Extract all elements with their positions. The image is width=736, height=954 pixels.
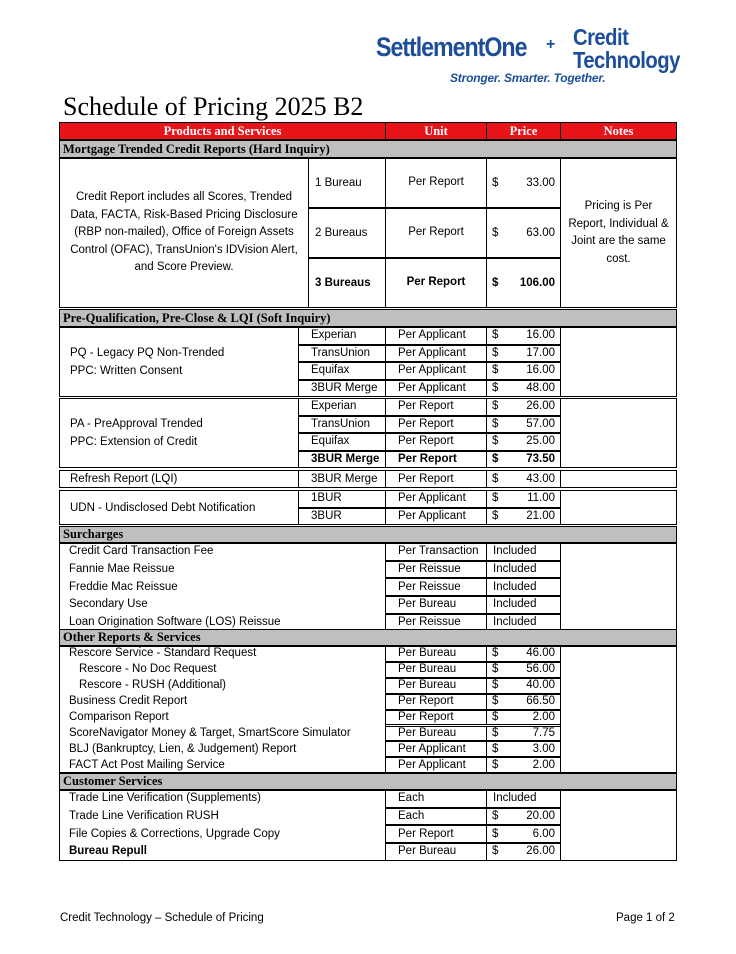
price-value: 11.00 — [527, 492, 555, 505]
service-row — [59, 662, 676, 678]
product-subtitle: PPC: Extension of Credit — [70, 436, 198, 449]
price-cell — [486, 808, 561, 826]
service-row — [59, 741, 676, 757]
logo-plus: + — [546, 36, 556, 53]
price-included: Included — [486, 790, 561, 808]
unit-cell: Per Applicant — [385, 508, 487, 526]
price-value: 40.00 — [526, 679, 555, 692]
unit-cell: Per Bureau — [385, 843, 487, 861]
price-cell — [486, 825, 561, 843]
currency-symbol: $ — [492, 176, 499, 189]
logo-credit-technology: Credit Technology — [573, 24, 680, 73]
service-row — [59, 694, 676, 710]
bureau-count: 1 Bureau — [308, 158, 386, 208]
service-row — [59, 843, 676, 861]
currency-symbol: $ — [492, 417, 499, 430]
service-row — [59, 825, 676, 843]
unit-cell: Per Applicant — [385, 741, 487, 757]
header-notes: Notes — [560, 122, 677, 140]
surcharges-block — [59, 543, 676, 632]
price-cell — [486, 398, 561, 416]
currency-symbol: $ — [492, 509, 499, 522]
price-cell — [486, 710, 561, 726]
price-included: Included — [486, 561, 561, 579]
price-cell — [486, 362, 561, 380]
service-name: File Copies & Corrections, Upgrade Copy — [69, 827, 280, 840]
currency-symbol: $ — [492, 663, 499, 676]
service-row — [59, 710, 676, 726]
section-heading: Pre-Qualification, Pre-Close & LQI (Soft Inquiry) — [59, 309, 677, 327]
currency-symbol: $ — [492, 364, 499, 377]
section-heading-surcharges — [59, 526, 676, 543]
surcharge-row — [59, 578, 676, 596]
footer-page-number: Page 1 of 2 — [616, 912, 675, 924]
bureau-name: Equifax — [298, 433, 386, 451]
bureau-name: TransUnion — [298, 416, 386, 434]
currency-symbol: $ — [492, 647, 499, 660]
price-cell — [486, 345, 561, 363]
service-row — [59, 726, 676, 742]
service-row — [59, 790, 676, 808]
service-row — [59, 808, 676, 826]
currency-symbol: $ — [492, 711, 499, 724]
service-name: Bureau Repull — [69, 845, 147, 858]
unit-cell: Per Report — [385, 451, 487, 469]
bureau-name: 3BUR Merge — [298, 470, 386, 488]
price-included: Included — [486, 596, 561, 614]
bureau-name: Equifax — [298, 362, 386, 380]
service-name: Rescore Service - Standard Request — [69, 647, 257, 660]
unit-cell: Per Report — [385, 470, 487, 488]
service-name: Freddie Mac Reissue — [69, 580, 178, 593]
currency-symbol: $ — [492, 435, 499, 448]
service-name: BLJ (Bankruptcy, Lien, & Judgement) Report — [69, 742, 297, 755]
price-value: 73.50 — [526, 453, 555, 466]
service-name: Rescore - RUSH (Additional) — [79, 679, 226, 692]
price-cell — [486, 380, 561, 398]
currency-symbol: $ — [492, 346, 499, 359]
price-value: 25.00 — [526, 435, 555, 448]
price-cell — [486, 678, 561, 694]
bureau-name: 3BUR — [298, 508, 386, 526]
notes-cell — [560, 470, 677, 488]
bureau-name: Experian — [298, 327, 386, 345]
logo-tagline: Stronger. Smarter. Together. — [450, 71, 606, 85]
table-header — [59, 122, 676, 140]
price-value: 7.75 — [532, 726, 555, 739]
service-name: Loan Origination Software (LOS) Reissue — [69, 616, 281, 629]
price-cell — [486, 662, 561, 678]
currency-symbol: $ — [492, 679, 499, 692]
price-value: 56.00 — [526, 663, 555, 676]
currency-symbol: $ — [492, 758, 499, 771]
unit-cell: Per Report — [385, 433, 487, 451]
bureau-name: 3BUR Merge — [298, 380, 386, 398]
price-value: 48.00 — [526, 382, 555, 395]
price-cell — [486, 433, 561, 451]
product-name: Refresh Report (LQI) — [59, 470, 299, 488]
mortgage-row — [59, 258, 676, 308]
other-block — [59, 646, 676, 773]
mortgage-row — [59, 208, 676, 258]
service-name: Credit Card Transaction Fee — [69, 545, 214, 558]
currency-symbol: $ — [492, 276, 499, 289]
service-name: Rescore - No Doc Request — [79, 663, 217, 676]
bureau-name: TransUnion — [298, 345, 386, 363]
surcharge-row — [59, 596, 676, 614]
service-name: Comparison Report — [69, 711, 169, 724]
price-cell — [486, 741, 561, 757]
price-value: 106.00 — [519, 276, 555, 289]
header-unit: Unit — [385, 122, 487, 140]
price-value: 17.00 — [526, 346, 555, 359]
mortgage-row — [59, 158, 676, 208]
bureau-count: 3 Bureaus — [308, 258, 386, 308]
unit-cell: Per Bureau — [385, 662, 487, 678]
service-name: Business Credit Report — [69, 695, 188, 708]
section-heading-prequal — [59, 309, 676, 327]
service-name: Fannie Mae Reissue — [69, 563, 175, 576]
udn-block — [59, 490, 676, 525]
footer-title: Credit Technology – Schedule of Pricing — [60, 912, 264, 924]
currency-symbol: $ — [492, 695, 499, 708]
unit-cell: Per Report — [385, 158, 487, 208]
currency-symbol: $ — [492, 472, 499, 485]
price-value: 46.00 — [526, 647, 555, 660]
price-value: 26.00 — [526, 400, 555, 413]
unit-cell: Per Applicant — [385, 345, 487, 363]
unit-cell: Per Applicant — [385, 757, 487, 773]
price-cell — [486, 258, 561, 308]
section-heading: Other Reports & Services — [59, 629, 677, 646]
customer-block — [59, 790, 676, 861]
header-price: Price — [486, 122, 561, 140]
notes-cell — [560, 327, 677, 397]
section-heading: Mortgage Trended Credit Reports (Hard Inquiry) — [59, 140, 677, 158]
price-cell — [486, 843, 561, 861]
section-heading-other — [59, 629, 676, 646]
currency-symbol: $ — [492, 742, 499, 755]
price-value: 66.50 — [526, 695, 555, 708]
surcharge-row — [59, 543, 676, 561]
unit-cell: Per Transaction — [385, 543, 487, 561]
price-value: 57.00 — [526, 417, 555, 430]
currency-symbol: $ — [492, 810, 499, 823]
notes-cell — [560, 490, 677, 525]
section-heading: Surcharges — [59, 526, 677, 543]
price-value: 2.00 — [532, 711, 555, 724]
unit-cell: Per Applicant — [385, 327, 487, 345]
price-cell — [486, 470, 561, 488]
unit-cell: Per Report — [385, 416, 487, 434]
unit-cell: Per Reissue — [385, 561, 487, 579]
unit-cell: Per Bureau — [385, 678, 487, 694]
currency-symbol: $ — [492, 845, 499, 858]
currency-symbol: $ — [492, 492, 499, 505]
surcharge-row — [59, 561, 676, 579]
unit-cell: Each — [385, 808, 487, 826]
unit-cell: Per Report — [385, 710, 487, 726]
price-value: 21.00 — [526, 509, 555, 522]
price-cell — [486, 208, 561, 258]
unit-cell: Per Applicant — [385, 362, 487, 380]
price-cell — [486, 416, 561, 434]
price-cell — [486, 451, 561, 469]
bureau-name: 1BUR — [298, 490, 386, 508]
unit-cell: Per Report — [385, 258, 487, 308]
pq-block — [59, 327, 676, 397]
unit-cell: Each — [385, 790, 487, 808]
price-value: 2.00 — [532, 758, 555, 771]
section-heading: Customer Services — [59, 773, 677, 790]
price-cell — [486, 490, 561, 508]
price-cell — [486, 158, 561, 208]
product-name: PA - PreApproval Trended — [70, 418, 203, 431]
refresh-row — [59, 470, 676, 488]
service-name: ScoreNavigator Money & Target, SmartScore Simulator — [69, 726, 351, 739]
unit-cell: Per Bureau — [385, 596, 487, 614]
price-cell — [486, 726, 561, 742]
unit-cell: Per Reissue — [385, 578, 487, 596]
service-row — [59, 757, 676, 773]
price-value: 16.00 — [526, 364, 555, 377]
price-value: 3.00 — [532, 742, 555, 755]
unit-cell: Per Reissue — [385, 614, 487, 632]
unit-cell: Per Bureau — [385, 726, 487, 742]
unit-cell: Per Report — [385, 398, 487, 416]
price-value: 63.00 — [526, 226, 555, 239]
unit-cell: Per Applicant — [385, 490, 487, 508]
currency-symbol: $ — [492, 382, 499, 395]
mortgage-note: Pricing is Per Report, Individual & Joint are the same cost. — [560, 158, 677, 308]
price-cell — [486, 646, 561, 662]
company-logo — [376, 24, 686, 90]
unit-cell: Per Applicant — [385, 380, 487, 398]
notes-cell — [560, 398, 677, 468]
service-name: Trade Line Verification (Supplements) — [69, 792, 261, 805]
service-row — [59, 646, 676, 662]
bureau-count: 2 Bureaus — [308, 208, 386, 258]
price-included: Included — [486, 543, 561, 561]
section-heading-mortgage — [59, 140, 676, 158]
mortgage-description: Credit Report includes all Scores, Trended Data, FACTA, Risk-Based Pricing Disclosure (RBP non-mailed), Office of Foreign Assets Control (OFAC), TransUnion's IDVision Alert, and Score Preview. — [59, 158, 309, 308]
product-subtitle: PPC: Written Consent — [70, 365, 183, 378]
price-included: Included — [486, 614, 561, 632]
price-value: 16.00 — [526, 329, 555, 342]
currency-symbol: $ — [492, 400, 499, 413]
product-name: UDN - Undisclosed Debt Notification — [70, 501, 256, 514]
currency-symbol: $ — [492, 726, 499, 739]
service-name: Secondary Use — [69, 598, 148, 611]
price-value: 26.00 — [526, 845, 555, 858]
currency-symbol: $ — [492, 827, 499, 840]
price-cell — [486, 757, 561, 773]
unit-cell: Per Report — [385, 694, 487, 710]
currency-symbol: $ — [492, 226, 499, 239]
header-products: Products and Services — [59, 122, 386, 140]
service-name: Trade Line Verification RUSH — [69, 810, 219, 823]
service-row — [59, 678, 676, 694]
price-value: 6.00 — [532, 827, 555, 840]
unit-cell: Per Report — [385, 825, 487, 843]
unit-cell: Per Bureau — [385, 646, 487, 662]
price-value: 43.00 — [526, 472, 555, 485]
product-name: PQ - Legacy PQ Non-Trended — [70, 347, 225, 360]
service-name: FACT Act Post Mailing Service — [69, 758, 225, 771]
price-included: Included — [486, 578, 561, 596]
price-cell — [486, 694, 561, 710]
currency-symbol: $ — [492, 329, 499, 342]
mortgage-block — [59, 158, 676, 308]
pa-block — [59, 398, 676, 468]
price-cell — [486, 327, 561, 345]
bureau-name: Experian — [298, 398, 386, 416]
page-title: Schedule of Pricing 2025 B2 — [63, 92, 364, 121]
price-cell — [486, 508, 561, 526]
bureau-name: 3BUR Merge — [298, 451, 386, 469]
price-value: 20.00 — [526, 810, 555, 823]
section-heading-customer — [59, 773, 676, 790]
logo-settlement-one: SettlementOne — [376, 32, 527, 62]
price-value: 33.00 — [526, 176, 555, 189]
currency-symbol: $ — [492, 453, 499, 466]
unit-cell: Per Report — [385, 208, 487, 258]
